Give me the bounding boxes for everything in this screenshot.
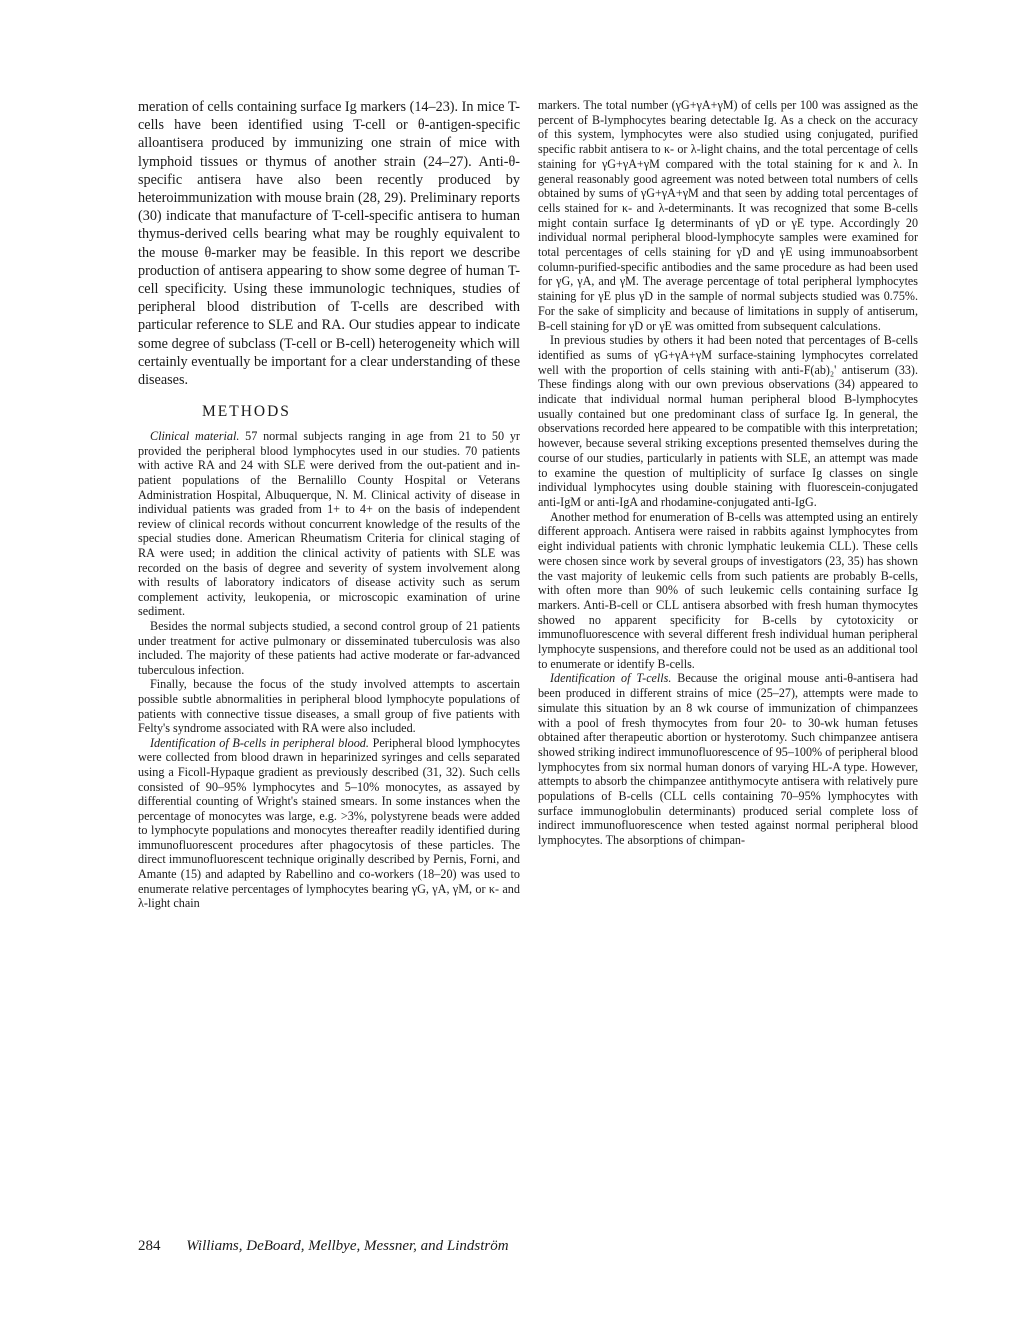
bcells-title: Identification of B-cells in peripheral blood.	[150, 735, 369, 750]
clinical-material-text: 57 normal subjects ranging in age from 21 to 50 yr provided the peripheral blood lymphocytes used in our studies. 70 patients with active RA and 24 with SLE were derived from the out-patient and in-patient populations of the Bernalillo County Hospital or Veterans Administration Hospital, Albuquerque, N. M. Clinical activity of disease in individual patients was graded from 1+ to 4+ on the basis of independent review of clinical records without concurrent knowledge of the results of the special studies done. American Rheumatism Criteria for clinical staging of RA were used; in addition the clinical activity of patients with SLE was recorded on the basis of degree and severity of system involvement along with results of laboratory indicators of disease activity such as serum complement activity, leukopenia, or microscopic examination of urine sediment.	[138, 429, 520, 619]
felty-paragraph: Finally, because the focus of the study involved attempts to ascertain possible subtle abnormalities in peripheral blood lymphocyte populations of patients with connective tissue diseases, a small group of five patients with Felty's syndrome associated with RA were also included.	[138, 677, 520, 736]
previous-studies-paragraph: In previous studies by others it had been noted that percentages of B-cells identified as sums of γG+γA+γM surface-staining lymphocytes correlated well with the proportion of cells staining with anti-F(ab)₂' antiserum (33). These findings along with our own previous observations (34) appeared to indicate that individual normal human peripheral blood B-lymphocytes usually contained but one predominant class of surface Ig. In general, the observations recorded here appeared to be compatible with this interpretation; however, because several striking exceptions presented themselves during the course of our studies, particularly in patients with SLE, an attempt was made to examine the question of multiplicity of surface Ig classes on single individual lymphocytes using double staining with fluorescein-conjugated anti-IgM or anti-IgA and rhodamine-conjugated anti-IgG.	[538, 333, 918, 509]
page-footer	[138, 1238, 509, 1255]
right-column	[538, 98, 918, 848]
left-column	[138, 98, 520, 911]
running-authors: Williams, DeBoard, Mellbye, Messner, and Lindström	[186, 1238, 509, 1254]
control-group-paragraph: Besides the normal subjects studied, a second control group of 21 patients under treatment for active pulmonary or disseminated tuberculosis was also included. The majority of these patients had active moderate or far-advanced tuberculous infection.	[138, 618, 520, 677]
methods-heading: METHODS	[202, 403, 291, 421]
tcells-text: Because the original mouse anti-θ-antisera had been produced in different strains of mice (25–27), attempts were made to simulate this situation by an 8 wk course of immunization of chimpanzees with a pool of fresh thymocytes from four 20- to 30-wk human fetuses obtained after therapeutic abortion or hysterotomy. Such chimpanzee antisera showed striking indirect immunofluorescence of 95–100% of peripheral blood lymphocytes from six normal human donors of varying HL-A type. However, attempts to absorb the chimpanzee antithymocyte antisera with relatively pure populations of B-cells (CLL cells containing 70–95% lymphocytes with surface immunoglobulin determinants) produced serial complete loss of indirect immunofluorescence when tested against normal peripheral blood lymphocytes. The absorptions of chimpan-	[538, 671, 918, 848]
bcells-text: Peripheral blood lymphocytes were collected from blood drawn in heparinized syringes and cells separated using a Ficoll-Hypaque gradient as previously described (31, 32). Such cells consisted of 90–95% lymphocytes and 5–10% monocytes, as assayed by differential counting of Wright's stained smears. In some instances when the percentage of monocytes was large, e.g. >3%, polystyrene beads were added to lymphocyte populations and monocytes thereafter readily identified during immunofluorescent procedures after phagocytosis of these particles. The direct immunofluorescent technique originally described by Pernis, Forni, and Amante (15) and adapted by Rabellino and co-workers (18–20) was used to enumerate relative percentages of lymphocytes bearing γG, γA, γM, or κ- and λ-light chain	[138, 735, 520, 911]
bcells-paragraph	[138, 736, 520, 911]
markers-paragraph: markers. The total number (γG+γA+γM) of cells per 100 was assigned as the percent of B-lymphocytes bearing detectable Ig. As a check on the accuracy of this system, lymphocytes were also studied using conjugated, purified specific rabbit antisera to κ- or λ-light chains, and the total percentage of cells staining for γG+γA+γM compared with the total staining for κ and λ. In general reasonably good agreement was noted between total numbers of cells obtained by sums of γG+γA+γM and that seen by adding total percentages of cells stained for κ- and λ-determinants. It was recognized that some B-cells might contain surface Ig determinants of γD or γE type. Accordingly 20 individual normal peripheral blood-lymphocyte samples were examined for total percentages of cells staining for γD and γE using immunoabsorbent column-purified-specific antibodies and the same procedure as had been used for γG, γA, and γM. The average percentage of total peripheral lymphocytes staining for γE plus γD in the sample of normal subjects studied was 0.75%. For the sake of simplicity and because of limitations in supply of antiserum, B-cell staining for γD or γE was omitted from subsequent calculations.	[538, 98, 918, 333]
tcells-title: Identification of T-cells.	[550, 671, 672, 686]
clinical-material-paragraph	[138, 429, 520, 619]
intro-paragraph: meration of cells containing surface Ig markers (14–23). In mice T-cells have been identified using T-cell or θ-antigen-specific alloantisera produced by immunizing one strain of mice with lymphoid tissues or thymus of another strain (24–27). Anti-θ-specific antisera have also been recently produced by heteroimmunization with mouse brain (28, 29). Preliminary reports (30) indicate that manufacture of T-cell-specific antisera to human thymus-derived cells bearing what may be roughly equivalent to the mouse θ-marker may be feasible. In this report we describe production of antisera appearing to show some degree of human T-cell specificity. Using these immunologic techniques, studies of peripheral blood distribution of T-cells are described with particular reference to SLE and RA. Our studies appear to indicate some degree of subclass (T-cell or B-cell) heterogeneity which will certainly eventually be important for a clear understanding of these diseases.	[138, 99, 520, 389]
another-method-paragraph: Another method for enumeration of B-cells was attempted using an entirely different approach. Antisera were raised in rabbits against lymphocytes from eight individual patients with chronic lymphatic leukemia CLL). These cells were chosen since work by several groups of investigators (23, 35) has shown the vast majority of leukemic cells from such patients are probably B-cells, with often more than 90% of such leukemic cells containing surface Ig markers. Anti-B-cell or CLL antisera absorbed with fresh human thymocytes showed no apparent specificity for B-cells by cytotoxicity or immunofluorescence with several different fresh individual human peripheral lymphocyte suspensions, and therefore could not be used as an additional tool to enumerate or identify B-cells.	[538, 509, 918, 671]
clinical-material-title: Clinical material.	[150, 429, 240, 444]
page-number: 284	[138, 1238, 161, 1254]
tcells-paragraph	[538, 671, 918, 847]
